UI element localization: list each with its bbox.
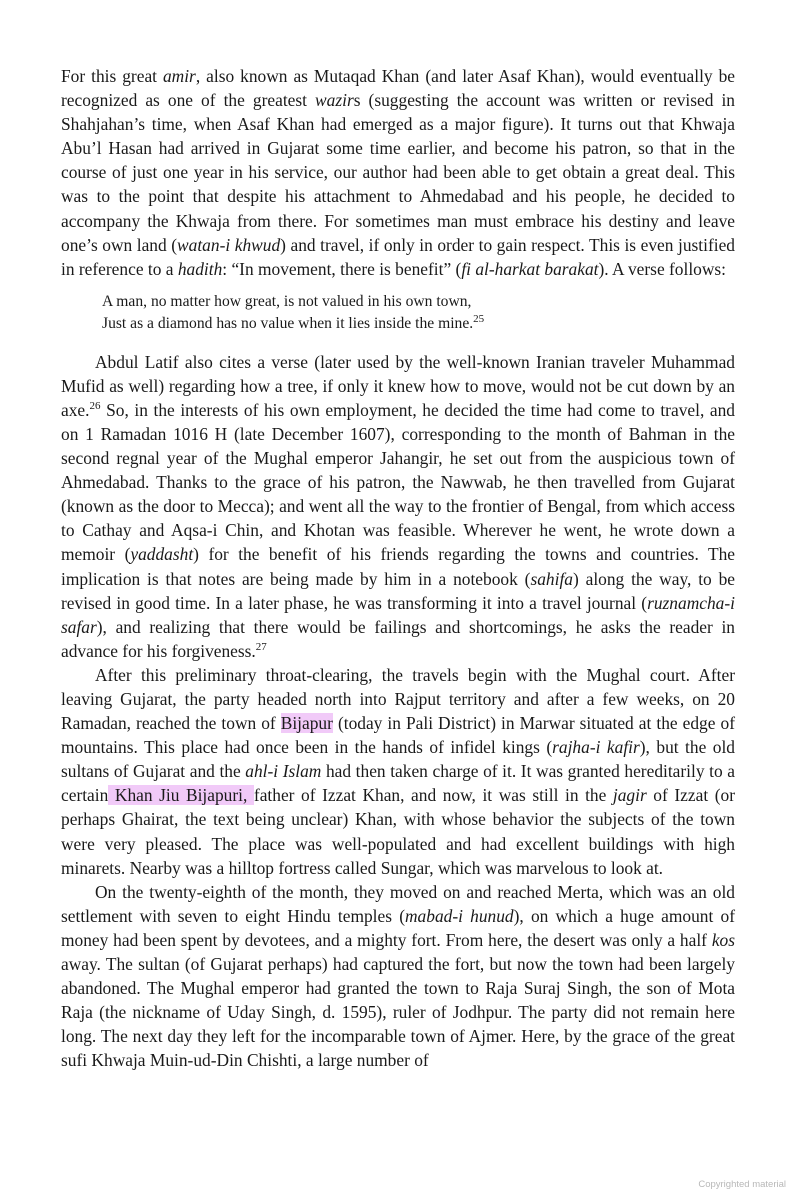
text-run: ) and travel, if only in order to gain respect. This is even justified in reference to a	[61, 234, 735, 279]
text-run: ), but the old sultans of Gujarat and the	[61, 737, 735, 782]
italic-term: ruznamcha-i safar	[61, 592, 735, 637]
text-run: had then taken charge of it. It was granted hereditarily to a certain	[61, 761, 735, 806]
text-run: ) along the way, to be revised in good time. In a later phase, he was transforming it into a travel journal (	[61, 568, 736, 613]
text-run: away. The sultan (of Gujarat perhaps) had captured the fort, but now the town had been largely abandoned. The Mughal emperor had granted the town to Raja Suraj Singh, the son of Mota Raja (the nickname of Uday Singh, d. 1595), ruler of Jodhpur. The party did not remain here long. The next day they left for the incomparable town of Ajmer. Here, by the grace of the great sufi Khwaja Muin-ud-Din Chishti, a large number of	[61, 954, 735, 1071]
text-run: ), and realizing that there would be failings and shortcomings, he asks the reader in advance for his forgiveness.	[61, 616, 735, 661]
text-run: Abdul Latif also cites a verse (later used by the well-known Iranian traveler Muhammad Mufid as well) regarding how a tree, if only it knew how to move, would not be cut down by an axe.	[61, 351, 735, 420]
footnote-ref-25[interactable]: 25	[473, 313, 485, 326]
paragraph-2	[61, 350, 735, 663]
text-run: On the twenty-eighth of the month, they moved on and reached Merta, which was an old settlement with seven to eight Hindu temples (	[61, 881, 735, 926]
verse-block-quote	[102, 291, 735, 336]
italic-term: rajha-i kafir	[552, 737, 640, 758]
italic-term: sahifa	[530, 568, 573, 589]
verse-line-1: A man, no matter how great, is not valued in his own town,	[102, 292, 472, 310]
text-run: father of Izzat Khan, and now, it was still in the	[253, 785, 613, 806]
italic-term: amir	[162, 66, 196, 86]
text-run: , also known as Mutaqad Khan (and later Asaf Khan), would eventually be recognized as one of the greatest	[61, 66, 735, 111]
highlight-khan-jiu-bijapuri[interactable]: Khan Jiu Bijapuri,	[108, 785, 254, 806]
italic-term: fi al-harkat barakat	[461, 258, 599, 279]
italic-term: kos	[711, 929, 735, 950]
italic-term: jagir	[612, 785, 647, 806]
verse-text: Just as a diamond has no value when it lies inside the mine.	[102, 315, 474, 333]
italic-term: ahl-i Islam	[245, 761, 322, 782]
footnote-ref-27[interactable]: 27	[255, 640, 267, 653]
text-run: ) for the benefit of his friends regarding the towns and countries. The implication is that notes are being made by him in a notebook (	[61, 544, 735, 589]
footnote-ref-26[interactable]: 26	[89, 400, 101, 413]
copyright-notice: Copyrighted material	[698, 1179, 786, 1190]
paragraph-1	[61, 64, 735, 281]
paragraph-3	[61, 663, 735, 880]
text-run: : “In movement, there is benefit” (	[222, 258, 462, 279]
highlight-bijapur[interactable]: Bijapur	[280, 713, 333, 734]
text-run: (today in Pali District) in Marwar situated at the edge of mountains. This place had once been in the hands of infidel kings (	[61, 713, 735, 758]
text-run: s (suggesting the account was written or revised in Shahjahan’s time, when Asaf Khan had emerged as a major figure). It turns out that Khwaja Abu’l Hasan had arrived in Gujarat some time earlier, and become his patron, so that in the course of just one year in his service, our author had been able to get obtain a great deal. This was to the point that despite his attachment to Ahmedabad and his people, he decided to accompany the Khwaja from there. For sometimes man must embrace his destiny and leave one’s own land (	[61, 90, 735, 255]
verse-line-2	[102, 313, 735, 335]
text-run: So, in the interests of his own employment, he decided the time had come to travel, and on 1 Ramadan 1016 H (late December 1607), corresponding to the month of Bahman in the second regnal year of the Mughal emperor Jahangir, he set out from the auspicious town of Ahmedabad. Thanks to the grace of his patron, the Nawwab, he then travelled from Gujarat (known as the door to Mecca); and went all the way to the frontier of Bengal, from which access to Cathay and Aqsa-i Chin, and Khotan was feasible. Wherever he went, he wrote down a memoir (	[61, 399, 735, 565]
text-run: ). A verse follows:	[598, 258, 727, 279]
italic-term: hadith	[177, 258, 223, 279]
text-run: ), on which a huge amount of money had been spent by devotees, and a mighty fort. From here, the desert was only a half	[61, 905, 735, 950]
text-run: For this great	[61, 66, 163, 86]
text-run: After this preliminary throat-clearing, the travels begin with the Mughal court. After leaving Gujarat, the party headed north into Rajput territory and after a few weeks, on 20 Ramadan, reached the town of	[61, 664, 735, 734]
italic-term: watan-i khwud	[177, 234, 281, 255]
italic-term: mabad-i hunud	[405, 905, 514, 926]
text-run: of Izzat (or perhaps Ghairat, the text being unclear) Khan, with whose behavior the subjects of the town were very pleased. The place was well-populated and had excellent buildings with high minarets. Nearby was a hilltop fortress called Sungar, which was marvelous to look at.	[61, 785, 735, 878]
paragraph-4	[61, 880, 735, 1073]
italic-term: wazir	[315, 90, 354, 111]
book-page	[61, 64, 735, 1072]
italic-term: yaddasht	[130, 544, 194, 565]
